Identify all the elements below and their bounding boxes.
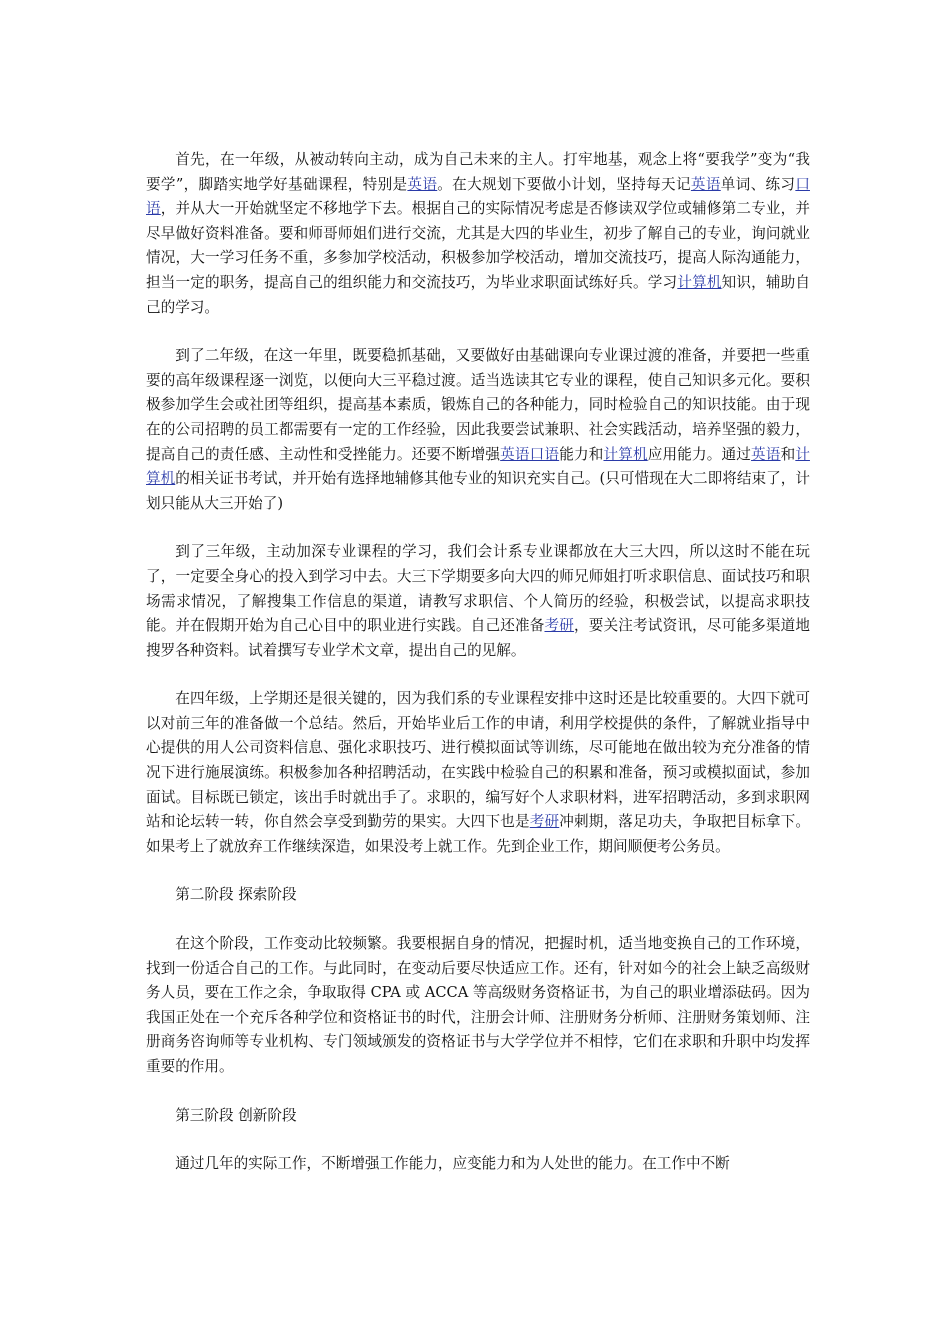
paragraph-text: 到了二年级，在这一年里，既要稳抓基础，又要做好由基础课向专业课过渡的准备，并要把一些重要的高年级课程逐一浏览，以便向大三平稳过渡。适当选读其它专业的课程，使自己知识多元化。要积极参加学生会或社团等组织，提高基本素质，锻炼自己的各种能力，同时检验自己的知识技能。由于现在的公司招聘的员工都需要有一定的工作经验，因此我要尝试兼职、社会实践活动，培养坚强的毅力，提高自己的责任感、主动性和受挫能力。还要不断增强 <box>146 347 810 463</box>
paragraph-text: ，并从大一开始就坚定不移地学下去。根据自己的实际情况考虑是否修读双学位或辅修第二专业，并尽早做好资料准备。要和师哥师姐们进行交流，尤其是大四的毕业生，初步了解自己的专业，询问就业情况，大一学习任务不重，多参加学校活动，积极参加学校活动，增加交流技巧，提高人际沟通能力，担当一定的职务，提高自己的组织能力和交流技巧，为毕业求职面试练好兵。学习 <box>146 200 810 291</box>
keyword-link[interactable]: 口语 <box>146 175 810 218</box>
keyword-link[interactable]: 计算机 <box>677 273 722 291</box>
paragraph-text: 的相关证书考试，并开始有选择地辅修其他专业的知识充实自己。(只可惜现在大二即将结束了，计划只能从大三开始了) <box>146 470 810 512</box>
paragraph-text: ，要关注考试资讯，尽可能多渠道地搜罗各种资料。试着撰写专业学术文章，提出自己的见解。 <box>146 617 810 659</box>
paragraph-text: 冲刺期，落足功夫，争取把目标拿下。如果考上了就放弃工作继续深造，如果没考上就工作。先到企业工作，期间顺便考公务员。 <box>146 813 810 855</box>
paragraph-year-four <box>146 687 810 859</box>
keyword-link[interactable]: 英语 <box>690 175 721 193</box>
paragraph-year-one <box>146 148 810 320</box>
paragraph-text: 到了三年级，主动加深专业课程的学习，我们会计系专业课都放在大三大四，所以这时不能在玩了，一定要全身心的投入到学习中去。大三下学期要多向大四的师兄师姐打听求职信息、面试技巧和职场需求情况，了解搜集工作信息的渠道，请教写求职信、个人简历的经验，积极尝试，以提高求职技能。并在假期开始为自己心目中的职业进行实践。自己还准备 <box>146 543 810 635</box>
heading-stage-two: 第二阶段 探索阶段 <box>175 886 297 904</box>
keyword-link[interactable]: 考研 <box>529 813 560 831</box>
paragraph-stage-three: 通过几年的实际工作，不断增强工作能力，应变能力和为人处世的能力。在工作中不断 <box>175 1155 730 1173</box>
keyword-link[interactable]: 英语 <box>407 175 438 193</box>
paragraph-text: 和 <box>780 445 796 463</box>
heading-stage-three: 第三阶段 创新阶段 <box>175 1106 297 1124</box>
keyword-link[interactable]: 考研 <box>544 617 575 635</box>
paragraph-text: 单词、练习 <box>720 175 796 193</box>
paragraph-text: 首先，在一年级，从被动转向主动，成为自己未来的主人。打牢地基，观念上将“要我学”变为“我要学”，脚踏实地学好基础课程，特别是 <box>146 151 810 193</box>
keyword-link[interactable]: 英语 <box>751 445 781 463</box>
keyword-link[interactable]: 计算机 <box>146 445 810 488</box>
paragraph-stage-two: 在这个阶段，工作变动比较频繁。我要根据自身的情况，把握时机，适当地变换自己的工作环境，找到一份适合自己的工作。与此同时，在变动后要尽快适应工作。还有，针对如今的社会上缺乏高级财务人员，要在工作之余，争取取得 CPA 或 ACCA 等高级财务资格证书，为自己的职业增添砝码。因为我国正处在一个充斥各种学位和资格证书的时代，注册会计师、注册财务分析师、注册财务策划师、注册商务咨询师等专业机构、专门领域颁发的资格证书与大学学位并不相悖，它们在求职和升职中均发挥重要的作用。 <box>146 935 810 1075</box>
paragraph-text: 能力和 <box>559 445 604 463</box>
paragraph-year-three <box>146 540 810 663</box>
paragraph-year-two <box>146 344 810 516</box>
paragraph-text: 知识，辅助自己的学习。 <box>146 273 810 316</box>
paragraph-text: 。在大规划下要做小计划，坚持每天记 <box>437 175 691 193</box>
document-page <box>146 148 810 1177</box>
keyword-link[interactable]: 英语口语 <box>500 445 560 463</box>
paragraph-text: 应用能力。通过 <box>647 445 752 463</box>
paragraph-text: 在四年级，上学期还是很关键的，因为我们系的专业课程安排中这时还是比较重要的。大四下就可以对前三年的准备做一个总结。然后，开始毕业后工作的申请，利用学校提供的条件，了解就业指导中心提供的用人公司资料信息、强化求职技巧、进行模拟面试等训练，尽可能地在做出较为充分准备的情况下进行施展演练。积极参加各种招聘活动，在实践中检验自己的积累和准备，预习或模拟面试，参加面试。目标既已锁定，该出手时就出手了。求职的，编写好个人求职材料，进军招聘活动，多到求职网站和论坛转一转，你自然会享受到勤劳的果实。大四下也是 <box>146 690 810 831</box>
keyword-link[interactable]: 计算机 <box>603 445 648 463</box>
